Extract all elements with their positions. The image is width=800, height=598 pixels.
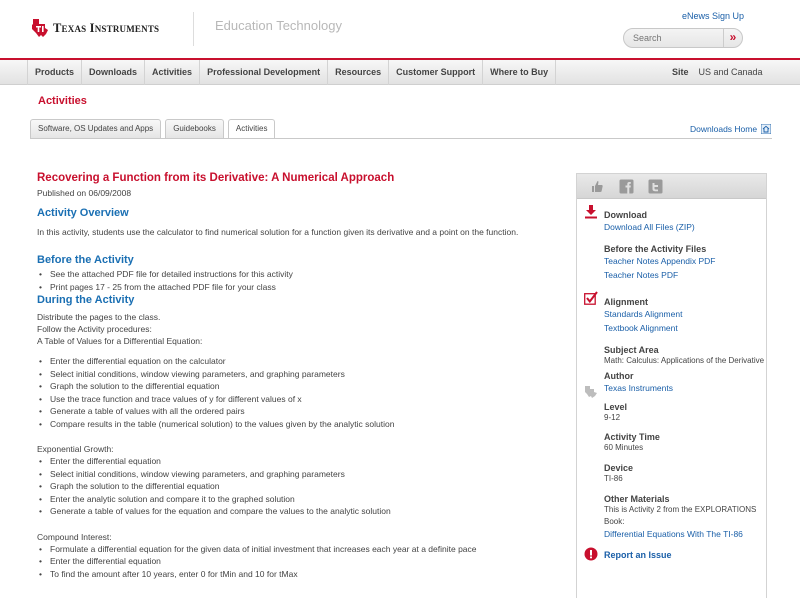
facebook-icon[interactable] xyxy=(619,179,634,194)
site-selector[interactable] xyxy=(672,60,763,85)
subject-value: Math: Calculus: Applications of the Derivative xyxy=(604,356,765,365)
level-heading: Level xyxy=(604,402,628,412)
tab-software-os-updates[interactable]: Software, OS Updates and Apps xyxy=(30,119,161,138)
subject-section xyxy=(604,345,764,367)
list-item: • Enter the differential equation on the calculator xyxy=(37,355,537,368)
alignment-heading: Alignment xyxy=(604,297,648,307)
subject-heading: Subject Area xyxy=(604,345,659,355)
downloads-tabs xyxy=(30,119,275,139)
activity-sidebar xyxy=(576,173,767,598)
author-heading: Author xyxy=(604,371,634,381)
materials-section xyxy=(604,494,764,540)
main-nav xyxy=(0,58,800,85)
list-item: • Graph the solution to the differential equation xyxy=(37,480,537,493)
section-title: Activities xyxy=(38,95,87,107)
during-heading: During the Activity xyxy=(37,294,135,306)
nav-customer-support[interactable]: Customer Support xyxy=(389,60,483,85)
activity-title: Recovering a Function from its Derivative: A Numerical Approach xyxy=(37,172,395,184)
site-label: Site xyxy=(672,67,689,77)
tab-guidebooks[interactable]: Guidebooks xyxy=(165,119,224,138)
overview-text: In this activity, students use the calculator to find numerical solution for a function given its derivative and a point on the function. xyxy=(37,227,519,237)
report-issue-icon[interactable] xyxy=(584,547,598,561)
home-icon[interactable] xyxy=(761,124,771,134)
search-submit-button[interactable]: » xyxy=(723,29,742,47)
table-values-list xyxy=(37,355,537,430)
list-item: • Enter the differential equation xyxy=(37,555,537,568)
download-icon xyxy=(584,205,598,219)
time-value: 60 Minutes xyxy=(604,443,644,452)
tabs-divider xyxy=(30,138,772,139)
compound-list xyxy=(37,543,537,581)
list-item: • Use the trace function and trace values of y for different values of x xyxy=(37,393,537,406)
level-value: 9-12 xyxy=(604,413,621,422)
teacher-notes-appendix-link[interactable]: Teacher Notes Appendix PDF xyxy=(604,256,716,266)
enews-signup-link[interactable]: eNews Sign Up xyxy=(681,11,744,21)
nav-where-to-buy[interactable]: Where to Buy xyxy=(483,60,556,85)
during-intro-line: A Table of Values for a Differential Equation: xyxy=(37,336,203,346)
device-heading: Device xyxy=(604,463,634,473)
report-issue-link[interactable]: Report an Issue xyxy=(604,550,672,560)
device-section xyxy=(604,463,633,485)
ti-logo[interactable] xyxy=(30,17,159,39)
author-link[interactable]: Texas Instruments xyxy=(604,383,673,393)
list-item: • Enter the analytic solution and compare it to the graphed solution xyxy=(37,493,537,506)
checkbox-alignment-icon xyxy=(584,291,598,305)
exponential-heading: Exponential Growth: xyxy=(37,444,114,454)
download-heading: Download xyxy=(604,210,647,220)
compound-heading: Compound Interest: xyxy=(37,531,112,542)
materials-value-line: This is Activity 2 from the EXPLORATIONS xyxy=(604,505,757,514)
exponential-list xyxy=(37,455,537,518)
downloads-home-label[interactable]: Downloads Home xyxy=(690,124,758,134)
site-value[interactable]: US and Canada xyxy=(698,67,763,77)
header-divider xyxy=(193,12,194,46)
list-item: • Graph the solution to the differential equation xyxy=(37,380,537,393)
list-item: • Generate a table of values with all the ordered pairs xyxy=(37,405,537,418)
like-icon[interactable] xyxy=(590,179,605,194)
site-header xyxy=(0,0,800,58)
list-item: • Select initial conditions, window viewing parameters, and graphing parameters xyxy=(37,368,537,381)
search-input[interactable] xyxy=(624,29,724,47)
level-section xyxy=(604,402,627,424)
during-intro-line: Follow the Activity procedures: xyxy=(37,324,152,334)
list-item: • Print pages 17 - 25 from the attached PDF file for your class xyxy=(37,281,537,294)
standards-alignment-link[interactable]: Standards Alignment xyxy=(604,309,683,319)
before-files-heading: Before the Activity Files xyxy=(604,244,707,254)
alignment-section xyxy=(604,297,682,335)
materials-value-line: Book: xyxy=(604,517,625,526)
texas-state-logo-icon xyxy=(30,17,50,39)
list-item: • Generate a table of values for the equation and compare the values to the analytic solution xyxy=(37,505,537,518)
time-section xyxy=(604,432,660,454)
list-item: • See the attached PDF file for detailed instructions for this activity xyxy=(37,268,537,281)
downloads-home-link[interactable] xyxy=(690,124,771,134)
nav-professional-development[interactable]: Professional Development xyxy=(200,60,328,85)
logo-text: Texas Instruments xyxy=(53,20,160,35)
published-date: Published on 06/09/2008 xyxy=(37,188,132,198)
overview-heading: Activity Overview xyxy=(37,207,129,219)
list-item: • Formulate a differential equation for the given data of initial investment that increases each year at a definite pace xyxy=(37,543,537,556)
download-section xyxy=(604,210,695,234)
nav-products[interactable]: Products xyxy=(28,60,82,85)
twitter-icon[interactable] xyxy=(648,179,663,194)
list-item: • To find the amount after 10 years, enter 0 for tMin and 10 for tMax xyxy=(37,568,537,581)
site-subtitle: Education Technology xyxy=(215,18,342,33)
before-list xyxy=(37,268,537,293)
textbook-alignment-link[interactable]: Textbook Alignment xyxy=(604,323,678,333)
download-all-zip-link[interactable]: Download All Files (ZIP) xyxy=(604,222,695,232)
author-icon xyxy=(584,384,598,398)
list-item: • Compare results in the table (numerical solution) to the values given by the analytic solution xyxy=(37,418,537,431)
nav-downloads[interactable]: Downloads xyxy=(82,60,145,85)
materials-book-link[interactable]: Differential Equations With The TI-86 xyxy=(604,529,743,539)
list-item: • Select initial conditions, window viewing parameters, and graphing parameters xyxy=(37,468,537,481)
nav-resources[interactable]: Resources xyxy=(328,60,389,85)
before-heading: Before the Activity xyxy=(37,254,134,266)
search-box xyxy=(623,28,743,48)
materials-heading: Other Materials xyxy=(604,494,670,504)
share-bar xyxy=(577,174,766,199)
activity-content xyxy=(37,172,537,580)
teacher-notes-pdf-link[interactable]: Teacher Notes PDF xyxy=(604,270,679,280)
author-section xyxy=(604,371,673,395)
tab-activities[interactable]: Activities xyxy=(228,119,276,139)
before-files-section xyxy=(604,244,716,282)
device-value: TI-86 xyxy=(604,474,623,483)
time-heading: Activity Time xyxy=(604,432,660,442)
during-intro-line: Distribute the pages to the class. xyxy=(37,312,161,322)
list-item: • Enter the differential equation xyxy=(37,455,537,468)
nav-activities[interactable]: Activities xyxy=(145,60,200,85)
